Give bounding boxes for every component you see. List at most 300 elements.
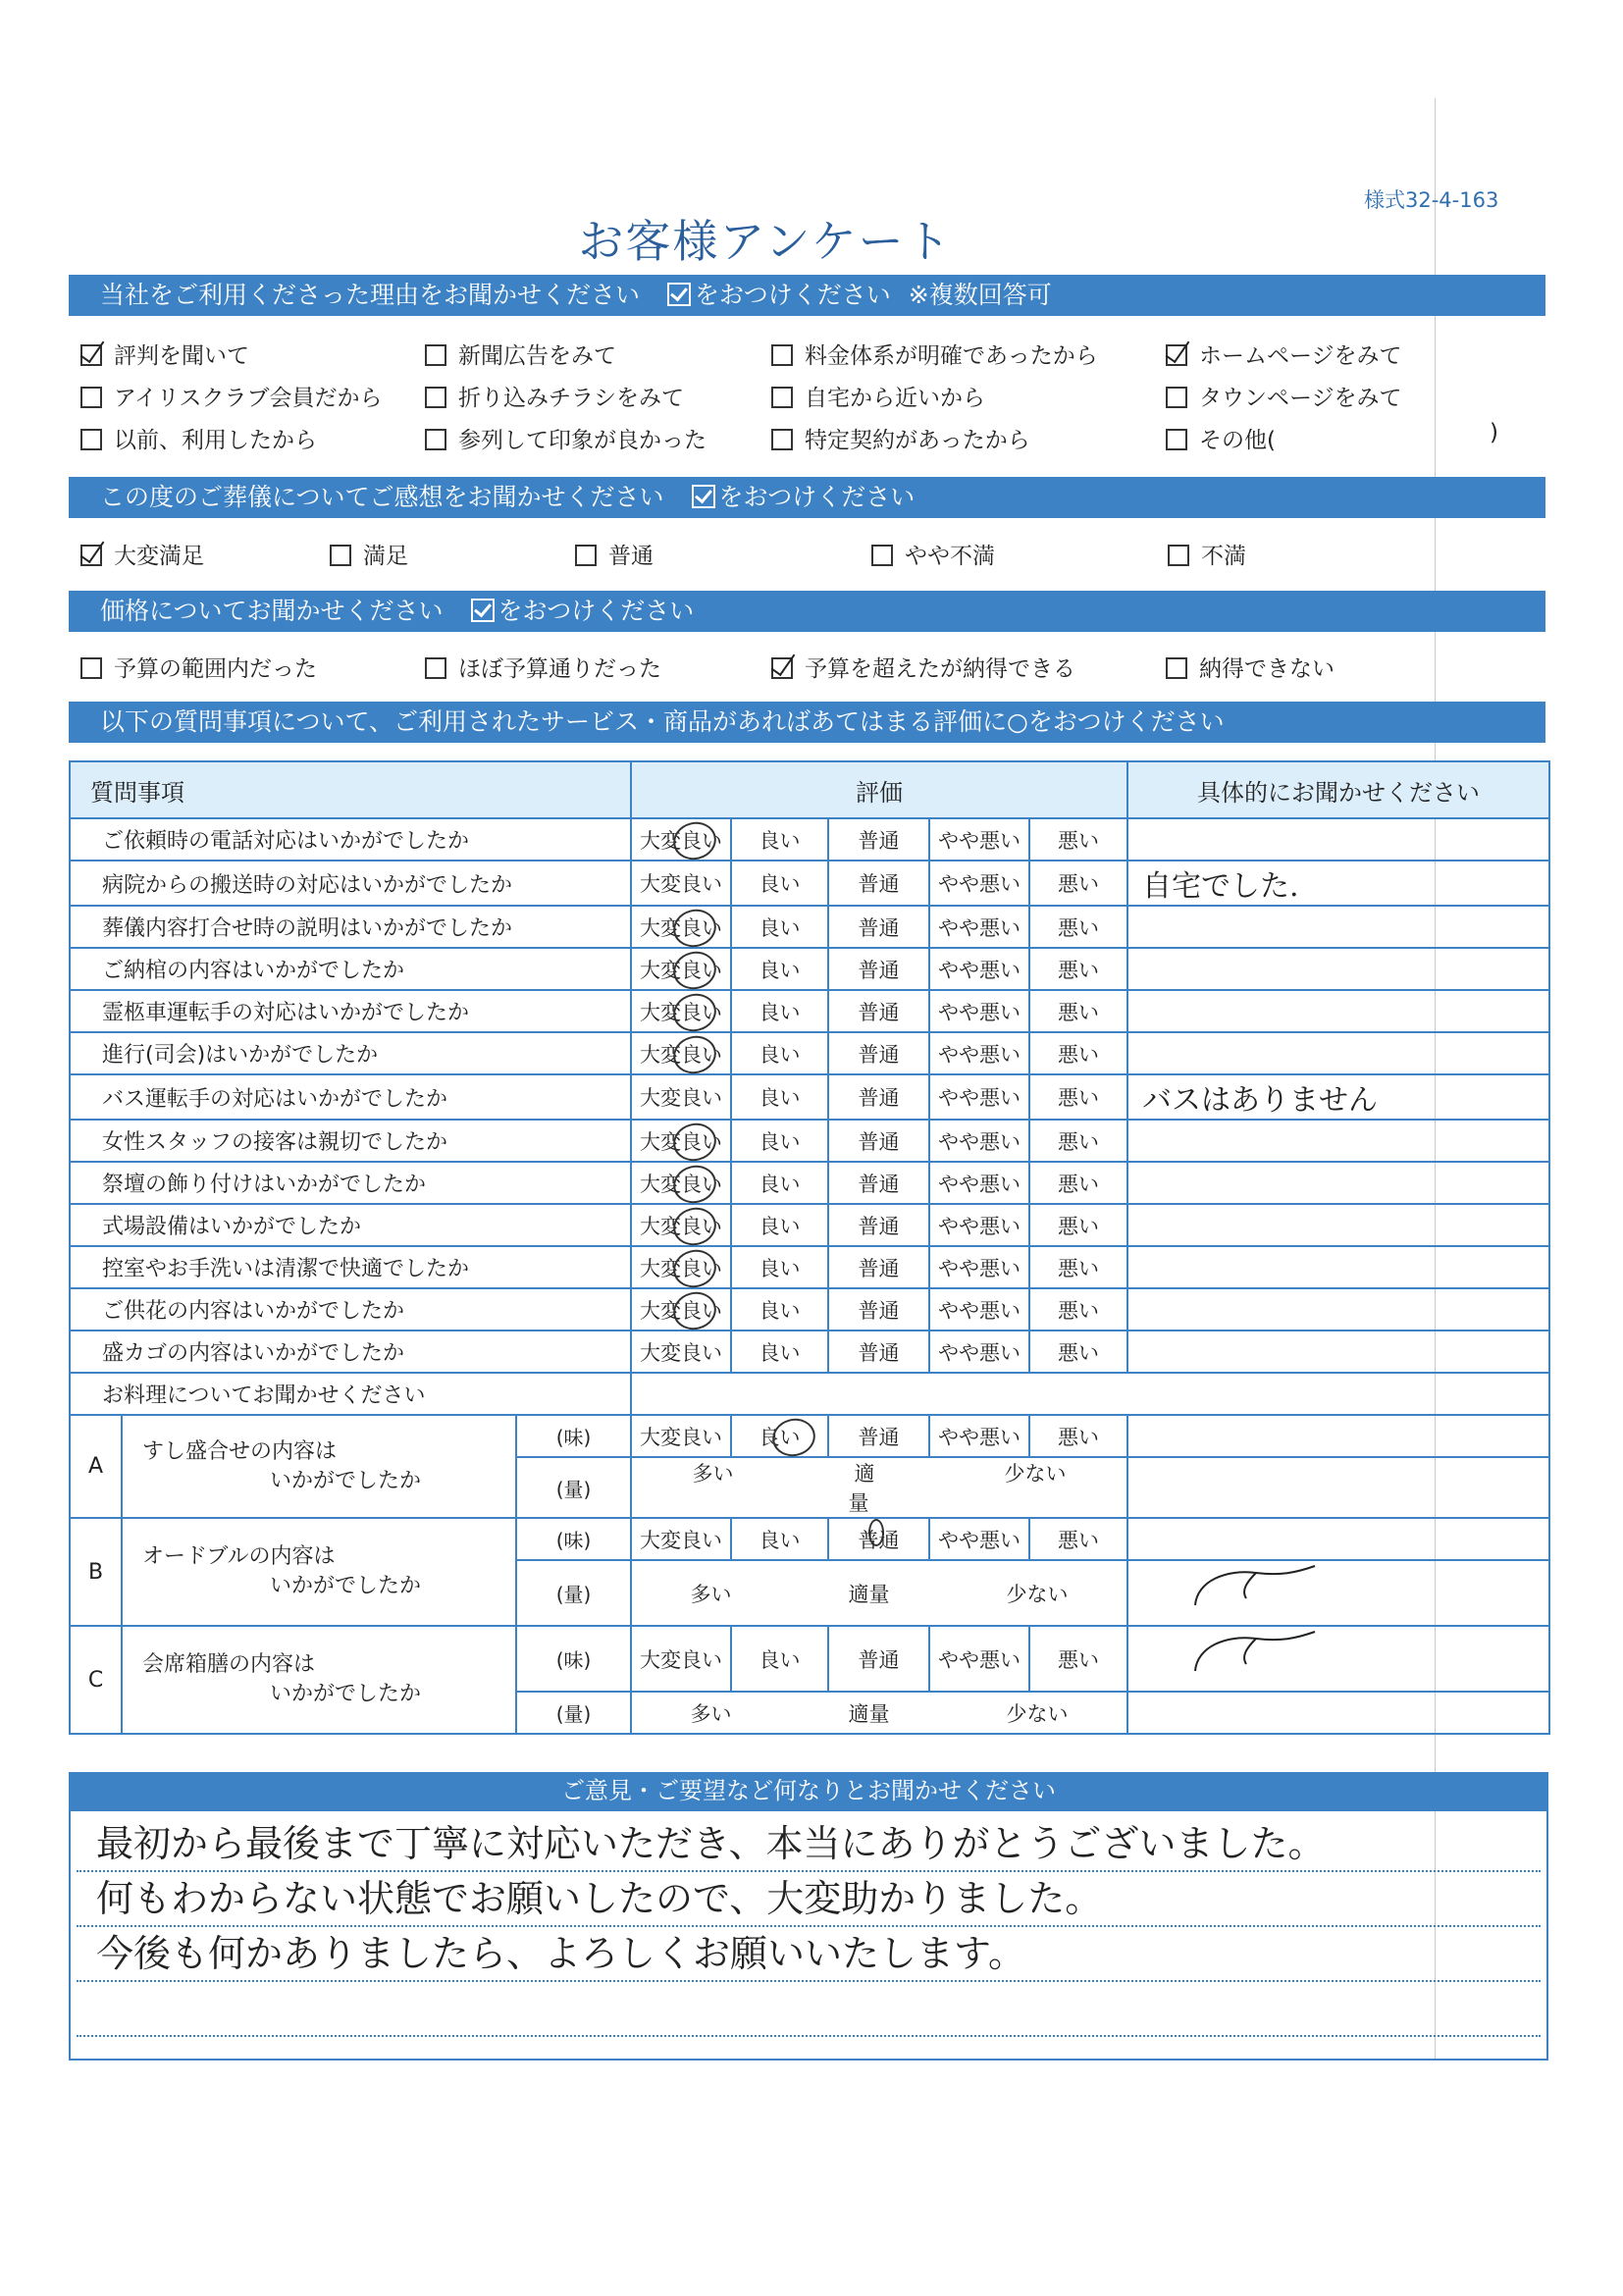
checkbox-icon[interactable] <box>771 429 793 450</box>
section3-header <box>69 591 1545 632</box>
rating-option[interactable] <box>731 1204 828 1246</box>
checkbox-icon[interactable] <box>80 429 102 450</box>
taste-rating-option[interactable] <box>929 1626 1029 1692</box>
rating-option[interactable] <box>929 1162 1029 1204</box>
option-label: 新聞広告をみて <box>458 343 616 369</box>
question-row <box>70 1074 1549 1120</box>
handwritten-mark-icon <box>1187 1627 1325 1686</box>
option-label: 予算を超えたが納得できる <box>805 656 1075 682</box>
rating-option[interactable] <box>731 1162 828 1204</box>
detail-comment[interactable] <box>1127 1692 1549 1734</box>
satisfaction-option[interactable] <box>871 538 995 570</box>
checkbox-icon[interactable] <box>425 344 446 366</box>
rating-label: やや悪い <box>938 1647 1021 1672</box>
question-row <box>70 1204 1549 1246</box>
rating-option[interactable] <box>1029 1074 1127 1120</box>
rating-option[interactable] <box>731 1288 828 1331</box>
checkbox-icon[interactable] <box>80 344 102 366</box>
comment-box[interactable] <box>69 1809 1548 2061</box>
rating-option[interactable] <box>731 1331 828 1373</box>
rating-option[interactable] <box>631 1032 731 1074</box>
rating-label: やや悪い <box>938 1129 1021 1154</box>
option-label: 納得できない <box>1199 656 1335 682</box>
amount-label-text: 適量 <box>848 1462 875 1515</box>
reason-option[interactable] <box>771 422 1030 454</box>
food-question <box>122 1415 516 1518</box>
rating-label: 普通 <box>858 1340 900 1365</box>
option-label: 普通 <box>608 544 654 569</box>
rating-option[interactable] <box>731 1074 828 1120</box>
checkbox-icon[interactable] <box>425 429 446 450</box>
rating-option[interactable] <box>828 1074 929 1120</box>
option-label: アイリスクラブ会員だから <box>114 386 383 411</box>
option-label: 不満 <box>1201 544 1246 569</box>
detail-comment[interactable] <box>1127 1246 1549 1288</box>
rating-label: 悪い <box>1058 958 1100 982</box>
rating-label: 悪い <box>1058 1129 1100 1154</box>
rating-label: やや悪い <box>938 828 1021 853</box>
rating-label: 大変良い <box>640 1214 723 1238</box>
rating-option[interactable] <box>929 990 1029 1032</box>
rating-option[interactable] <box>631 1162 731 1204</box>
rating-option[interactable] <box>828 1162 929 1204</box>
rating-label: 普通 <box>858 1256 900 1280</box>
question-row <box>70 1032 1549 1074</box>
rating-option[interactable] <box>1029 948 1127 990</box>
checkbox-icon[interactable] <box>1166 344 1187 366</box>
rating-option[interactable] <box>828 1204 929 1246</box>
taste-rating-option[interactable] <box>731 1518 828 1560</box>
checkbox-icon[interactable] <box>425 657 446 679</box>
rating-label: 普通 <box>858 1647 900 1672</box>
amount-label-text: 少ない <box>1004 1462 1067 1486</box>
checkbox-icon[interactable] <box>1166 429 1187 450</box>
rating-option[interactable] <box>828 906 929 948</box>
rating-label: 大変良い <box>640 915 723 940</box>
rating-option[interactable] <box>929 906 1029 948</box>
rating-label: 普通 <box>858 1000 900 1024</box>
rating-option[interactable] <box>731 990 828 1032</box>
rating-label: やや悪い <box>938 1042 1021 1067</box>
taste-rating-option[interactable] <box>828 1518 929 1560</box>
amount-scale <box>632 1579 1126 1608</box>
rating-option[interactable] <box>929 861 1029 906</box>
rating-label: 悪い <box>1058 1425 1100 1449</box>
section1-heading: 当社をご利用くださった理由をお聞かせください <box>100 281 641 309</box>
rating-label: やや悪い <box>938 1172 1021 1196</box>
detail-comment[interactable] <box>1127 906 1549 948</box>
rating-option[interactable] <box>1029 990 1127 1032</box>
taste-rating-option[interactable] <box>1029 1415 1127 1457</box>
reason-option[interactable] <box>80 338 249 370</box>
rating-option[interactable] <box>731 948 828 990</box>
food-heading-row <box>70 1373 1549 1415</box>
handwritten-mark-icon <box>1187 1561 1325 1620</box>
reason-option[interactable] <box>771 380 985 412</box>
section2-heading: この度のご葬儀についてご感想をお聞かせください <box>100 483 664 511</box>
amount-label-text: 適量 <box>848 1582 890 1606</box>
amount-option[interactable] <box>837 1698 902 1728</box>
food-question-line: 会席箱膳の内容は <box>142 1652 316 1677</box>
other-close-paren: ) <box>1490 420 1498 445</box>
amount-option[interactable] <box>837 1579 902 1608</box>
price-option[interactable] <box>425 651 661 683</box>
reason-option[interactable] <box>425 422 707 454</box>
section4-header <box>69 702 1545 743</box>
rating-option[interactable] <box>929 948 1029 990</box>
rating-option[interactable] <box>828 818 929 861</box>
checkbox-icon[interactable] <box>80 545 102 566</box>
question-row <box>70 948 1549 990</box>
reason-option[interactable] <box>771 338 1098 370</box>
satisfaction-option[interactable] <box>1168 538 1246 570</box>
taste-rating-option[interactable] <box>1029 1626 1127 1692</box>
rating-label: 普通 <box>858 1298 900 1323</box>
option-label: 自宅から近いから <box>805 386 985 411</box>
rating-label: 良い <box>759 828 801 853</box>
rating-label: やや悪い <box>938 1528 1021 1552</box>
section3-heading: 価格についてお聞かせください <box>100 597 444 625</box>
amount-label-text: 多い <box>690 1701 732 1726</box>
satisfaction-option[interactable] <box>330 538 408 570</box>
food-taste-row <box>70 1518 1549 1560</box>
taste-rating-option[interactable] <box>631 1415 731 1457</box>
rating-option[interactable] <box>828 1032 929 1074</box>
amount-label-text: 多い <box>690 1582 732 1606</box>
question-row <box>70 1246 1549 1288</box>
rating-option[interactable] <box>1029 1032 1127 1074</box>
amount-label-text: 適量 <box>848 1701 890 1726</box>
checkbox-icon[interactable] <box>330 545 351 566</box>
detail-comment[interactable] <box>1127 1626 1549 1692</box>
rating-label: 良い <box>759 958 801 982</box>
rating-label: 良い <box>759 1425 801 1449</box>
rating-label: 悪い <box>1058 1172 1100 1196</box>
reason-option[interactable] <box>1166 422 1276 454</box>
rating-label: 悪い <box>1058 1214 1100 1238</box>
question-text: 祭壇の飾り付けはいかがでしたか <box>70 1162 631 1204</box>
question-row <box>70 1331 1549 1373</box>
detail-comment[interactable] <box>1127 1518 1549 1560</box>
taste-label: (味) <box>516 1518 631 1560</box>
section1-header <box>69 275 1545 316</box>
rating-label: 大変良い <box>640 1000 723 1024</box>
rating-label: 大変良い <box>640 1528 723 1552</box>
reason-option[interactable] <box>1166 380 1402 412</box>
detail-comment[interactable] <box>1127 1457 1549 1518</box>
rating-label: 良い <box>759 1528 801 1552</box>
rating-label: 良い <box>759 1129 801 1154</box>
rating-option[interactable] <box>731 818 828 861</box>
taste-rating-option[interactable] <box>1029 1518 1127 1560</box>
rating-label: 悪い <box>1058 1086 1100 1110</box>
rating-option[interactable] <box>1029 1204 1127 1246</box>
rating-label: 良い <box>759 1000 801 1024</box>
amount-option[interactable] <box>679 1698 744 1728</box>
rating-label: 普通 <box>858 958 900 982</box>
rating-label: 良い <box>759 1042 801 1067</box>
question-row <box>70 990 1549 1032</box>
option-label: 大変満足 <box>114 544 204 569</box>
rating-option[interactable] <box>1029 1288 1127 1331</box>
question-text: ご納棺の内容はいかがでしたか <box>70 948 631 990</box>
checkbox-icon[interactable] <box>1166 387 1187 408</box>
taste-rating-option[interactable] <box>631 1518 731 1560</box>
amount-label: (量) <box>516 1457 631 1518</box>
rating-option[interactable] <box>631 818 731 861</box>
option-label: 予算の範囲内だった <box>114 656 317 682</box>
rating-option[interactable] <box>1029 906 1127 948</box>
taste-rating-option[interactable] <box>828 1626 929 1692</box>
taste-rating-option[interactable] <box>929 1415 1029 1457</box>
reason-option[interactable] <box>425 338 616 370</box>
checkbox-icon[interactable] <box>771 344 793 366</box>
rating-label: 大変良い <box>640 1256 723 1280</box>
amount-options <box>631 1692 1127 1734</box>
detail-comment[interactable] <box>1127 990 1549 1032</box>
rating-label: 良い <box>759 1298 801 1323</box>
rating-option[interactable] <box>929 1120 1029 1162</box>
check-example-icon <box>692 485 715 508</box>
detail-comment[interactable] <box>1127 1560 1549 1626</box>
rating-option[interactable] <box>929 1032 1029 1074</box>
rating-label: 普通 <box>858 1214 900 1238</box>
section1-multi-note: ※複数回答可 <box>908 281 1052 309</box>
option-label: やや不満 <box>905 544 995 569</box>
question-row <box>70 1288 1549 1331</box>
rating-option[interactable] <box>828 861 929 906</box>
rating-option[interactable] <box>731 1246 828 1288</box>
rating-label: 悪い <box>1058 1528 1100 1552</box>
rating-option[interactable] <box>828 1331 929 1373</box>
food-question-line: オードブルの内容は <box>142 1544 336 1569</box>
rating-label: 普通 <box>858 1172 900 1196</box>
rating-option[interactable] <box>631 1288 731 1331</box>
rating-option[interactable] <box>631 1204 731 1246</box>
rating-option[interactable] <box>731 861 828 906</box>
rating-label: やや悪い <box>938 915 1021 940</box>
rating-label: 大変良い <box>640 1425 723 1449</box>
rating-option[interactable] <box>731 1120 828 1162</box>
amount-option[interactable] <box>995 1698 1080 1728</box>
comment-line <box>77 1982 1541 2037</box>
amount-label-text: 多い <box>692 1462 734 1486</box>
rating-label: 良い <box>759 1214 801 1238</box>
amount-label: (量) <box>516 1692 631 1734</box>
rating-option[interactable] <box>828 948 929 990</box>
amount-label: (量) <box>516 1560 631 1626</box>
food-letter: C <box>70 1626 122 1734</box>
detail-comment[interactable]: バスはありません <box>1127 1074 1549 1120</box>
rating-label: 悪い <box>1058 1256 1100 1280</box>
rating-label: 普通 <box>858 1528 900 1552</box>
reason-option[interactable] <box>80 380 382 412</box>
check-example-icon <box>471 599 495 622</box>
rating-option[interactable] <box>631 990 731 1032</box>
detail-comment[interactable] <box>1127 1162 1549 1204</box>
price-option[interactable] <box>771 651 1075 683</box>
rating-option[interactable] <box>631 1074 731 1120</box>
rating-option[interactable] <box>1029 1246 1127 1288</box>
food-question <box>122 1626 516 1734</box>
question-text: 葬儀内容打合せ時の説明はいかがでしたか <box>70 906 631 948</box>
amount-option[interactable] <box>995 1579 1080 1608</box>
reason-option[interactable] <box>80 422 317 454</box>
rating-label: やや悪い <box>938 958 1021 982</box>
section3-check-note: をおつけください <box>497 597 695 625</box>
question-text: ご依頼時の電話対応はいかがでしたか <box>70 818 631 861</box>
amount-scale <box>632 1698 1126 1728</box>
rating-label: 良い <box>759 1340 801 1365</box>
col-question-header: 質問事項 <box>70 761 631 818</box>
rating-label: 良い <box>759 872 801 896</box>
question-text: バス運転手の対応はいかがでしたか <box>70 1074 631 1120</box>
rating-option[interactable] <box>1029 1331 1127 1373</box>
rating-option[interactable] <box>929 1288 1029 1331</box>
col-detail-header: 具体的にお聞かせください <box>1127 761 1549 818</box>
rating-option[interactable] <box>1029 1120 1127 1162</box>
comment-line: 今後も何かありましたら、よろしくお願いいたします。 <box>77 1927 1541 1982</box>
rating-label: やや悪い <box>938 1298 1021 1323</box>
rating-option[interactable] <box>631 1246 731 1288</box>
food-question-line: いかがでしたか <box>270 1574 422 1598</box>
rating-label: 普通 <box>858 1129 900 1154</box>
rating-option[interactable] <box>929 1246 1029 1288</box>
rating-label: 普通 <box>858 915 900 940</box>
rating-label: 悪い <box>1058 872 1100 896</box>
form-number: 様式32-4-163 <box>1364 188 1499 212</box>
taste-rating-option[interactable] <box>828 1415 929 1457</box>
amount-option[interactable] <box>679 1579 744 1608</box>
rating-option[interactable] <box>731 906 828 948</box>
detail-comment[interactable] <box>1127 1331 1549 1373</box>
taste-rating-option[interactable] <box>631 1626 731 1692</box>
taste-rating-option[interactable] <box>731 1415 828 1457</box>
rating-label: 大変良い <box>640 1172 723 1196</box>
detail-comment[interactable] <box>1127 1415 1549 1457</box>
detail-comment[interactable] <box>1127 948 1549 990</box>
checkbox-icon[interactable] <box>80 657 102 679</box>
question-row <box>70 818 1549 861</box>
amount-scale <box>632 1458 1126 1517</box>
question-text: ご供花の内容はいかがでしたか <box>70 1288 631 1331</box>
detail-comment[interactable] <box>1127 1032 1549 1074</box>
rating-option[interactable] <box>828 1120 929 1162</box>
question-row <box>70 1162 1549 1204</box>
checkbox-icon[interactable] <box>1168 545 1189 566</box>
rating-option[interactable] <box>929 1074 1029 1120</box>
rating-label: 大変良い <box>640 1340 723 1365</box>
rating-option[interactable] <box>631 1120 731 1162</box>
option-label: ほぼ予算通りだった <box>458 656 661 682</box>
rating-label: 悪い <box>1058 1298 1100 1323</box>
rating-option[interactable] <box>929 818 1029 861</box>
reason-option[interactable] <box>425 380 684 412</box>
rating-option[interactable] <box>1029 818 1127 861</box>
rating-option[interactable] <box>828 990 929 1032</box>
rating-option[interactable] <box>1029 1162 1127 1204</box>
detail-comment[interactable] <box>1127 818 1549 861</box>
evaluation-table <box>69 760 1550 1735</box>
rating-label: 大変良い <box>640 1086 723 1110</box>
section5-header: ご意見・ご要望など何なりとお聞かせください <box>69 1772 1548 1809</box>
checkbox-icon[interactable] <box>425 387 446 408</box>
food-letter: A <box>70 1415 122 1518</box>
amount-option[interactable] <box>681 1458 746 1517</box>
checkbox-icon[interactable] <box>871 545 893 566</box>
rating-option[interactable] <box>929 1204 1029 1246</box>
taste-rating-option[interactable] <box>731 1626 828 1692</box>
rating-option[interactable] <box>929 1331 1029 1373</box>
checkbox-icon[interactable] <box>1166 657 1187 679</box>
rating-label: 悪い <box>1058 1340 1100 1365</box>
question-text: 盛カゴの内容はいかがでしたか <box>70 1331 631 1373</box>
satisfaction-option[interactable] <box>575 538 654 570</box>
taste-label: (味) <box>516 1626 631 1692</box>
rating-option[interactable] <box>828 1246 929 1288</box>
rating-option[interactable] <box>1029 861 1127 906</box>
option-label: 以前、利用したから <box>114 428 317 453</box>
reason-option[interactable] <box>1166 338 1402 370</box>
detail-comment[interactable] <box>1127 1120 1549 1162</box>
question-text: 病院からの搬送時の対応はいかがでしたか <box>70 861 631 906</box>
rating-label: 良い <box>759 1086 801 1110</box>
detail-comment[interactable] <box>1127 1288 1549 1331</box>
rating-label: 大変良い <box>640 1042 723 1067</box>
rating-label: 普通 <box>858 828 900 853</box>
rating-option[interactable] <box>731 1032 828 1074</box>
rating-option[interactable] <box>631 861 731 906</box>
amount-option[interactable] <box>993 1458 1078 1517</box>
checkbox-icon[interactable] <box>80 387 102 408</box>
rating-label: やや悪い <box>938 1000 1021 1024</box>
satisfaction-option[interactable] <box>80 538 204 570</box>
checkbox-icon[interactable] <box>575 545 597 566</box>
price-option[interactable] <box>80 651 317 683</box>
option-label: 評判を聞いて <box>114 343 249 369</box>
rating-label: 悪い <box>1058 915 1100 940</box>
amount-options <box>631 1457 1127 1518</box>
food-heading: お料理についてお聞かせください <box>70 1373 631 1415</box>
rating-option[interactable] <box>631 948 731 990</box>
comment-line: 何もわからない状態でお願いしたので、大変助かりました。 <box>77 1872 1541 1927</box>
rating-option[interactable] <box>828 1288 929 1331</box>
rating-option[interactable] <box>631 1331 731 1373</box>
taste-label: (味) <box>516 1415 631 1457</box>
rating-label: 普通 <box>858 872 900 896</box>
taste-rating-option[interactable] <box>929 1518 1029 1560</box>
checkbox-icon[interactable] <box>771 657 793 679</box>
food-taste-row <box>70 1626 1549 1692</box>
page-title: お客様アンケート <box>578 215 953 268</box>
detail-comment[interactable] <box>1127 1204 1549 1246</box>
food-question-line: すし盛合せの内容は <box>142 1438 338 1464</box>
option-label: 満足 <box>363 544 408 569</box>
rating-label: やや悪い <box>938 1214 1021 1238</box>
question-row <box>70 861 1549 906</box>
blank-cell <box>631 1373 1549 1415</box>
comment-line: 最初から最後まで丁寧に対応いただき、本当にありがとうございました。 <box>77 1817 1541 1872</box>
amount-option[interactable] <box>843 1458 896 1517</box>
option-label: その他( <box>1199 428 1276 453</box>
price-option[interactable] <box>1166 651 1335 683</box>
amount-options <box>631 1560 1127 1626</box>
rating-option[interactable] <box>631 906 731 948</box>
rating-label: 大変良い <box>640 872 723 896</box>
checkbox-icon[interactable] <box>771 387 793 408</box>
question-text: 式場設備はいかがでしたか <box>70 1204 631 1246</box>
detail-comment[interactable]: 自宅でした. <box>1127 861 1549 906</box>
